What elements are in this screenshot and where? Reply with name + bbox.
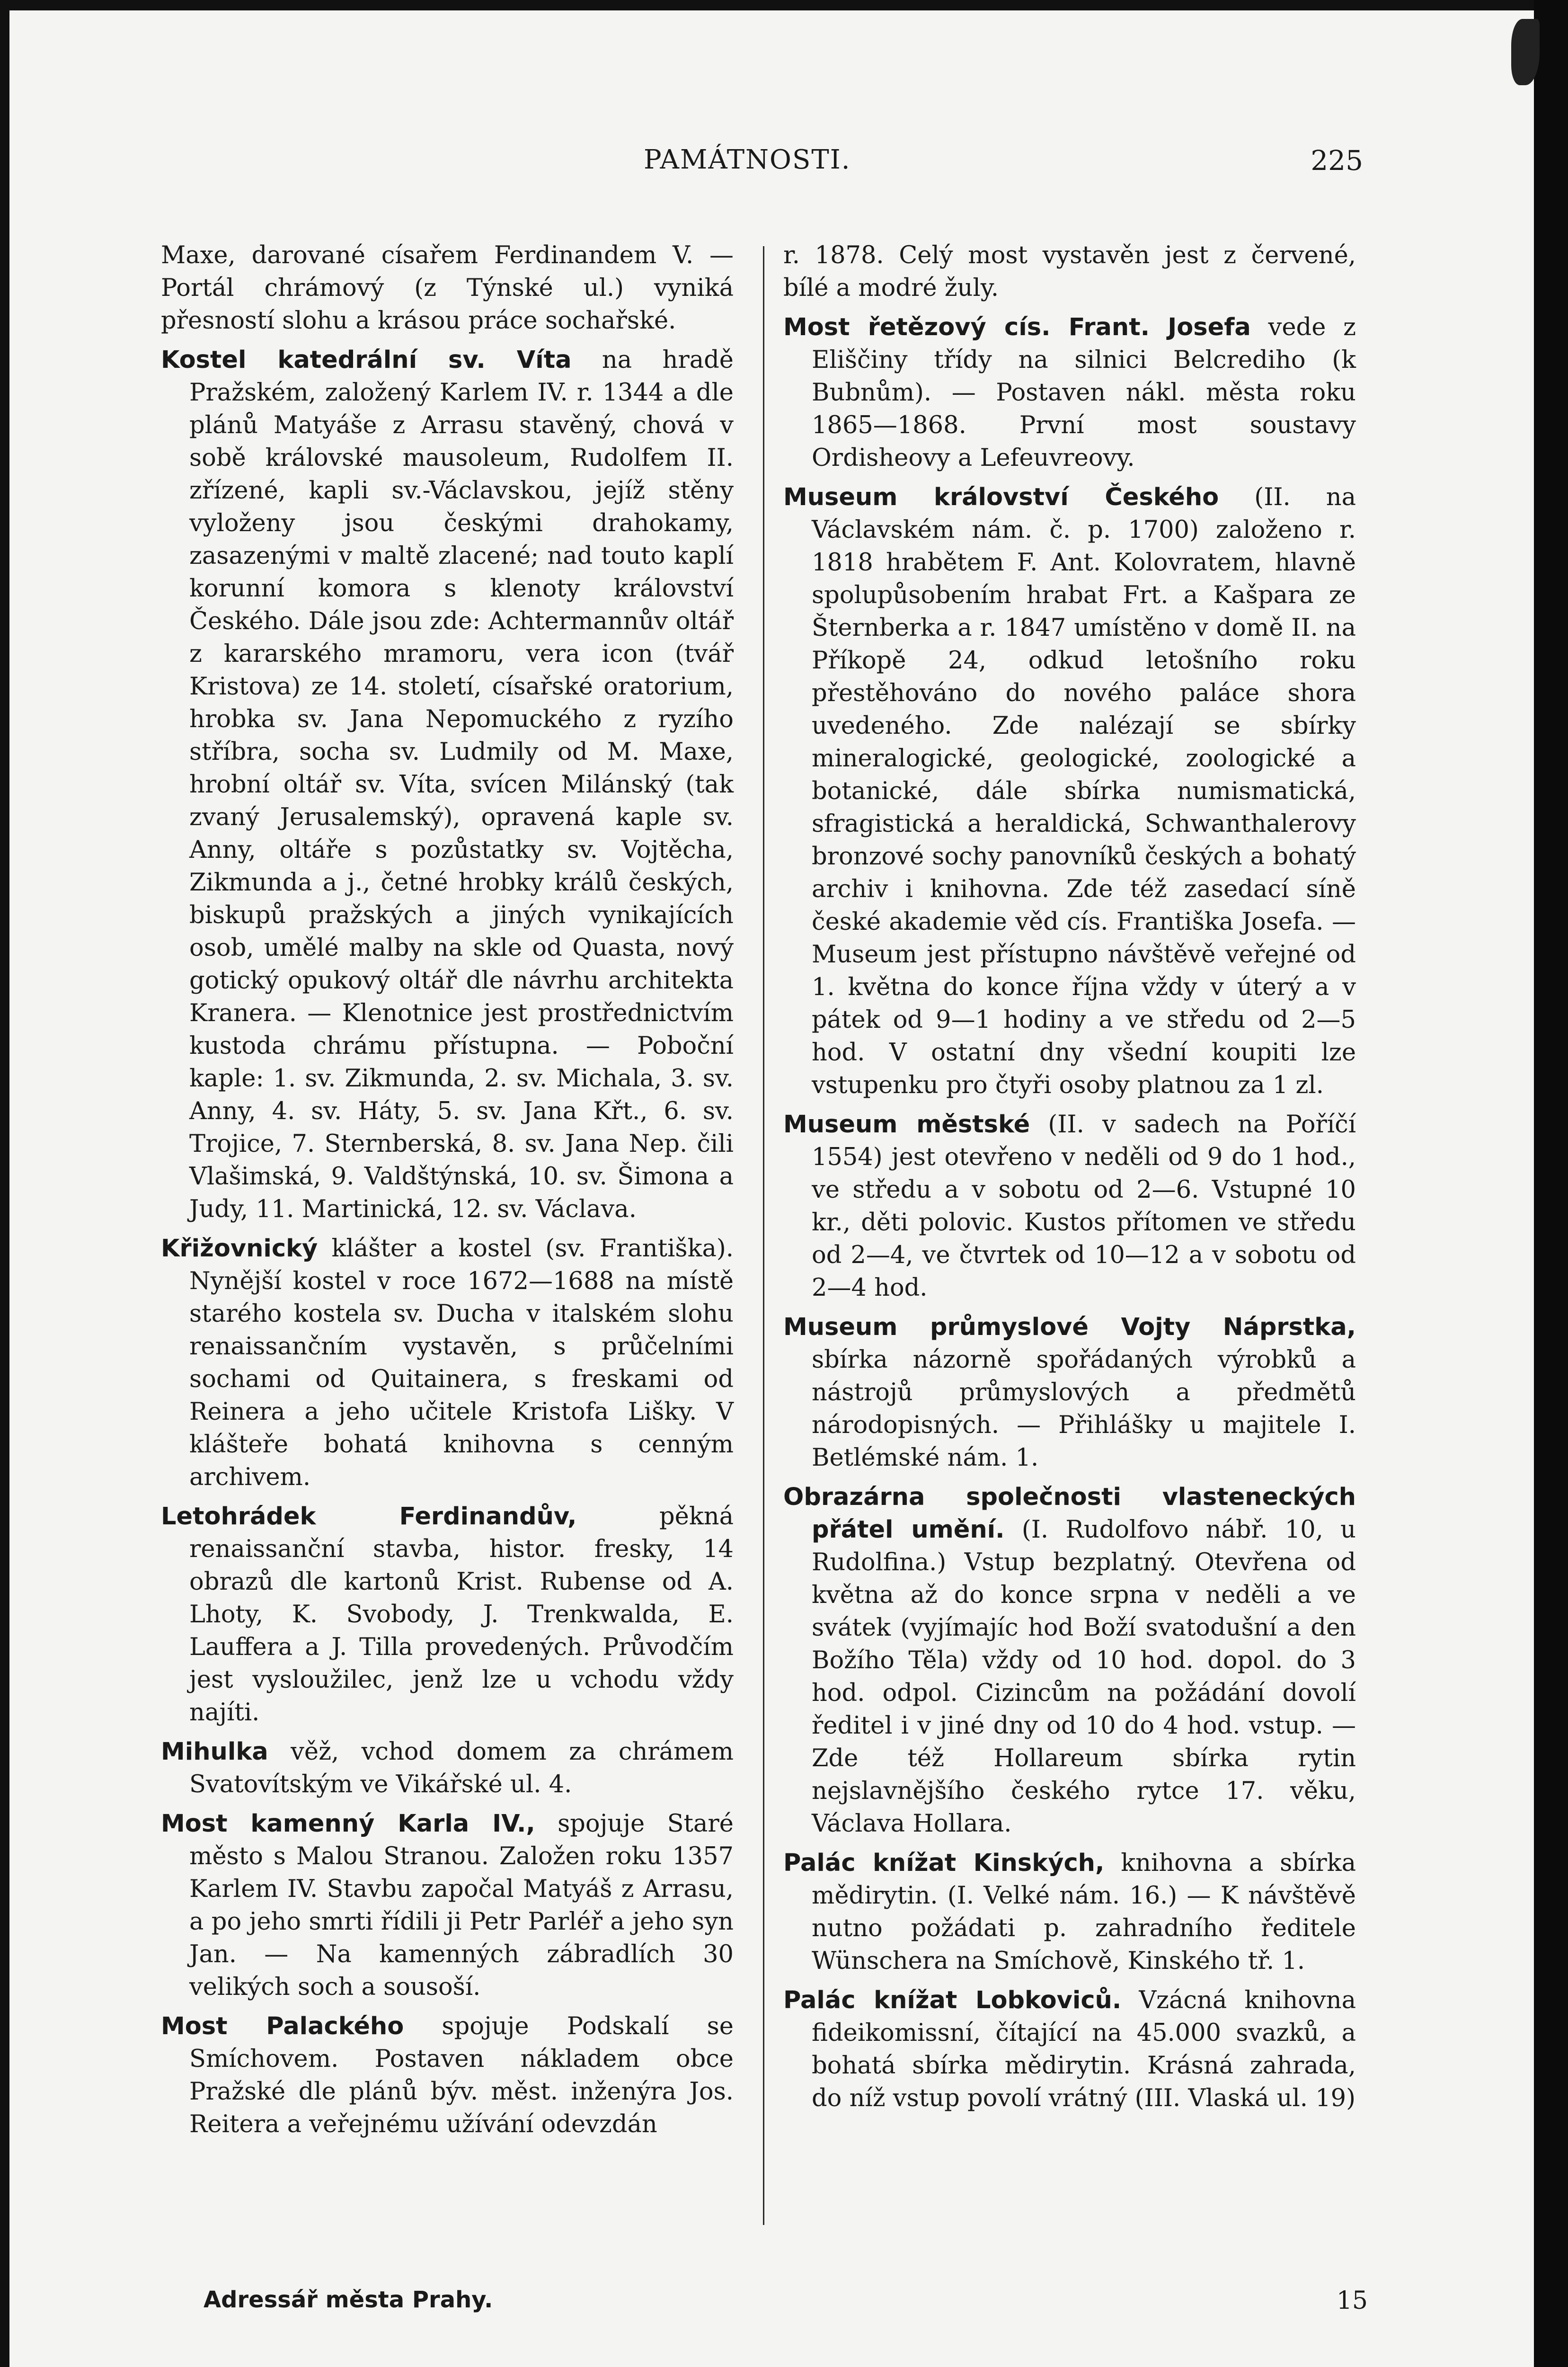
directory-entry xyxy=(161,1500,734,1729)
directory-entry xyxy=(783,1311,1356,1474)
directory-entry xyxy=(161,1735,734,1801)
scan-edge-top xyxy=(0,0,1568,10)
entry-heading: Křižovnický xyxy=(161,1235,318,1263)
entry-heading: Museum království Českého xyxy=(783,483,1219,511)
entry-heading: Most kamenný Karla IV., xyxy=(161,1810,535,1838)
directory-entry xyxy=(783,311,1356,474)
entry-text: na hradě Pražském, založený Karlem IV. r. 1344 a dle plánů Matyáše z Arrasu stavěný, chová v sobě královské mausoleum, Rudolfem II. zřízené, kapli sv.-Václavskou, jejíž stěny vyloženy jsou českými drahokamy, zasazenými v maltě zlacené; nad touto kaplí korunní komora s klenoty království Českého. Dále jsou zde: Achtermannův oltář z kararského mramoru, vera icon (tvář Kristova) ze 14. století, císařské oratorium, hrobka sv. Jana Nepomuckého z ryzího stříbra, socha sv. Ludmily od M. Maxe, hrobní oltář sv. Víta, svícen Milánský (tak zvaný Jerusalemský), opravená kaple sv. Anny, oltáře s pozůstatky sv. Vojtěcha, Zikmunda a j., četné hrobky králů českých, biskupů pražských a jiných vynikajících osob, umělé malby na skle od Quasta, nový gotický opukový oltář dle návrhu architekta Kranera. — Klenotnice jest prostřednictvím kustoda chrámu přístupna. — Poboční kaple: 1. sv. Zikmunda, 2. sv. Michala, 3. sv. Anny, 4. sv. Háty, 5. sv. Jana Křt., 6. sv. Trojice, 7. Sternberská, 8. sv. Jana Nep. čili Vlašimská, 9. Valdštýnská, 10. sv. Šimona a Judy, 11. Martinická, 12. sv. Václava. xyxy=(189,346,734,1223)
entry-text: knihovna a sbírka mědirytin. (I. Velké nám. 16.) — K návštěvě nutno požádati p. zahradního ředitele Wünschera na Smíchově, Kinského tř. 1. xyxy=(812,1849,1356,1975)
scan-edge-left xyxy=(0,0,9,2367)
entry-heading: Kostel katedrální sv. Víta xyxy=(161,346,572,374)
left-column xyxy=(161,239,734,2147)
entry-text: sbírka názorně spořádaných výrobků a nástrojů průmyslových a předmětů národopisných. — Přihlášky u majitele I. Betlémské nám. 1. xyxy=(812,1346,1356,1472)
entry-heading: Palác knížat Lobkoviců. xyxy=(783,1986,1122,2014)
signature-mark: 15 xyxy=(1336,2287,1368,2315)
entry-text: (II. na Václavském nám. č. p. 1700) založeno r. 1818 hrabětem F. Ant. Kolovratem, hlavně spolupůsobením hrabat Frt. a Kašpara ze Šternberka a r. 1847 umístěno v domě II. na Příkopě 24, odkud letošního roku přestěhováno do nového paláce shora uvedeného. Zde nalézají se sbírky mineralogické, geologické, zoologické a botanické, dále sbírka numismatická, sfragistická a heraldická, Schwanthalerovy bronzové sochy panovníků českých a bohatý archiv i knihovna. Zde též zasedací síně české akademie věd cís. Františka Josefa. — Museum jest přístupno návštěvě veřejné od 1. května do konce října vždy v úterý a v pátek od 9—1 hodiny a ve středu od 2—5 hod. V ostatní dny všední koupiti lze vstupenku pro čtyři osoby platnou za 1 zl. xyxy=(812,483,1356,1099)
page-title: PAMÁTNOSTI. xyxy=(644,144,851,175)
directory-entry xyxy=(783,1847,1356,1977)
page-number: 225 xyxy=(1311,144,1363,177)
directory-entry xyxy=(161,1232,734,1494)
directory-entry xyxy=(161,2010,734,2141)
entry-heading: Museum průmyslové Vojty Náprstka, xyxy=(783,1313,1356,1341)
scan-corner-artifact xyxy=(1511,19,1540,85)
entry-heading: Mihulka xyxy=(161,1738,268,1766)
directory-entry xyxy=(783,1108,1356,1304)
entry-text: Vzácná knihovna fideikomissní, čítající na 45.000 svazků, a bohatá sbírka mědirytin. Krásná zahrada, do níž vstup povolí vrátný (III. Vlaská ul. 19) xyxy=(812,1986,1356,2112)
entry-heading: Obrazárna společnosti vlasteneckých přátel umění. xyxy=(783,1483,1356,1544)
entry-text: (I. Rudolfovo nábř. 10, u Rudolfina.) Vstup bezplatný. Otevřena od května až do konce srpna v neděli a ve svátek (vyjímajíc hod Boží svatodušní a den Božího Těla) vždy od 10 hod. dopol. do 3 hod. odpol. Cizincům na požádání dovolí ředitel i v jiné dny od 10 do 4 hod. vstup. — Zde též Hollareum sbírka rytin nejslavnějšího českého rytce 17. věku, Václava Hollara. xyxy=(812,1516,1356,1838)
publication-name: Adressář města Prahy. xyxy=(204,2287,493,2313)
right-column xyxy=(783,239,1356,2121)
entry-text: klášter a kostel (sv. Františka). Nynější kostel v roce 1672—1688 na místě starého kostela sv. Ducha v italském slohu renaissančním vystavěn, s průčelními sochami od Quitainera, s freskami od Reinera a jeho učitele Kristofa Lišky. V klášteře bohatá knihovna s cenným archivem. xyxy=(189,1235,734,1491)
entry-heading: Most Palackého xyxy=(161,2012,404,2040)
entry-heading: Palác knížat Kinských, xyxy=(783,1849,1105,1877)
directory-entry xyxy=(161,344,734,1226)
scan-edge-right xyxy=(1534,0,1568,2367)
running-header xyxy=(161,144,1363,187)
directory-entry xyxy=(783,1481,1356,1840)
column-divider xyxy=(763,246,764,2225)
entry-heading: Letohrádek Ferdinandův, xyxy=(161,1503,577,1531)
entry-text: Maxe, darované císařem Ferdinandem V. — Portál chrámový (z Týnské ul.) vyniká přesností slohu a krásou práce sochařské. xyxy=(161,241,734,335)
entry-heading: Most řetězový cís. Frant. Josefa xyxy=(783,313,1251,341)
directory-entry xyxy=(161,1807,734,2003)
entry-text: vede z Eliščiny třídy na silnici Belcrediho (k Bubnům). — Postaven nákl. města roku 1865—1868. První most soustavy Ordisheovy a Lefeuvreovy. xyxy=(812,313,1356,472)
entry-text: r. 1878. Celý most vystavěn jest z červené, bílé a modré žuly. xyxy=(783,241,1356,302)
directory-entry xyxy=(783,481,1356,1102)
directory-entry xyxy=(161,239,734,337)
entry-text: spojuje Staré město s Malou Stranou. Založen roku 1357 Karlem IV. Stavbu započal Matyáš z Arrasu, a po jeho smrti řídili ji Petr Parléř a jeho syn Jan. — Na kamenných zábradlích 30 velikých soch a sousoší. xyxy=(189,1810,734,2001)
entry-heading: Museum městské xyxy=(783,1111,1030,1139)
entry-text: věž, vchod domem za chrámem Svatovítským ve Vikářské ul. 4. xyxy=(189,1738,734,1798)
entry-text: spojuje Podskalí se Smíchovem. Postaven nákladem obce Pražské dle plánů býv. měst. inženýra Jos. Reitera a veřejnému užívání odevzdán xyxy=(189,2012,734,2138)
page-footer xyxy=(204,2287,1368,2320)
directory-entry xyxy=(783,239,1356,304)
directory-entry xyxy=(783,1984,1356,2115)
entry-text: (II. v sadech na Poříčí 1554) jest otevřeno v neděli od 9 do 1 hod., ve středu a v sobotu od 2—6. Vstupné 10 kr., děti polovic. Kustos přítomen ve středu od 2—4, ve čtvrtek od 10—12 a v sobotu od 2—4 hod. xyxy=(812,1111,1356,1302)
entry-text: pěkná renaissanční stavba, histor. fresky, 14 obrazů dle kartonů Krist. Rubense od A. Lhoty, K. Svobody, J. Trenkwalda, E. Lauffera a J. Tilla provedených. Průvodčím jest vysloužilec, jenž lze u vchodu vždy najíti. xyxy=(189,1503,734,1726)
